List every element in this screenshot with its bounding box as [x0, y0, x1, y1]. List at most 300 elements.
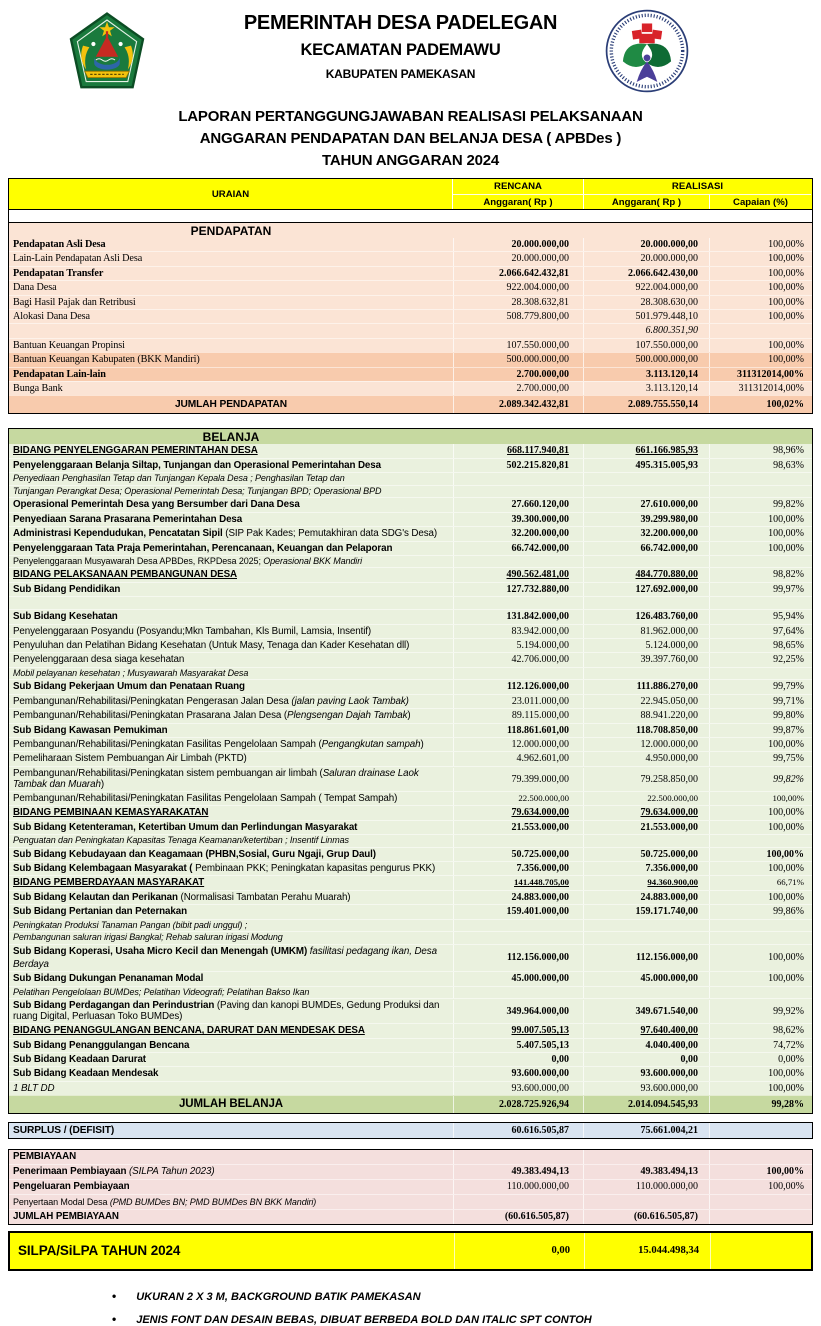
uraian-cell: Penyelenggaraan Belanja Siltap, Tunjangan dan Operasional Pemerintahan Desa: [13, 459, 381, 471]
realisasi-anggaran-cell: [583, 473, 709, 485]
realisasi-anggaran-cell: 661.166.985,93: [583, 444, 709, 457]
realisasi-anggaran-cell: 112.156.000,00: [583, 945, 709, 972]
rencana-anggaran-cell: 349.964.000,00: [453, 1000, 583, 1023]
silpa-section: [8, 1231, 813, 1271]
table-row: [9, 766, 812, 791]
table-row: [9, 723, 812, 737]
table-row: [9, 638, 812, 652]
uraian-cell: 1 BLT DD: [13, 1082, 55, 1094]
rencana-anggaran-cell: [453, 668, 583, 680]
table-row: [9, 458, 812, 472]
capaian-cell: 97,64%: [709, 625, 811, 638]
table-row: [9, 555, 812, 568]
rencana-anggaran-cell: 668.117.940,81: [453, 444, 583, 457]
uraian-cell: Sub Bidang Keadaan Mendesak: [13, 1068, 159, 1080]
realisasi-anggaran-cell: 93.600.000,00: [583, 1067, 709, 1080]
rencana-anggaran-cell: 508.779.800,00: [453, 310, 583, 323]
table-row: [9, 1038, 812, 1052]
capaian-cell: [710, 1233, 812, 1269]
capaian-cell: 100,00%: [709, 862, 811, 875]
realisasi-anggaran-cell: 111.886.270,00: [583, 680, 709, 693]
table-row: [9, 904, 812, 918]
realisasi-anggaran-cell: 4.950.000,00: [583, 752, 709, 765]
table-row: [9, 1209, 812, 1224]
realisasi-anggaran-cell: 79.634.000,00: [583, 806, 709, 819]
realisasi-anggaran-cell: 501.979.448,10: [583, 310, 709, 323]
realisasi-anggaran-cell: 39.397.760,00: [583, 653, 709, 666]
realisasi-anggaran-cell: 110.000.000,00: [583, 1180, 709, 1194]
uraian-cell: [9, 597, 453, 609]
col-header-rencana-anggaran: Anggaran( Rp ): [453, 194, 583, 209]
table-row: [9, 541, 812, 555]
realisasi-anggaran-cell: 24.883.000,00: [583, 891, 709, 904]
capaian-cell: [709, 932, 811, 944]
capaian-cell: 100,00%: [709, 513, 811, 526]
table-row: [9, 652, 812, 666]
realisasi-anggaran-cell: 28.308.630,00: [583, 296, 709, 309]
capaian-cell: [709, 1150, 811, 1164]
rencana-anggaran-cell: 27.660.120,00: [453, 498, 583, 511]
table-row: [9, 820, 812, 834]
rencana-anggaran-cell: 2.028.725.926,94: [453, 1096, 583, 1113]
realisasi-anggaran-cell: [583, 556, 709, 568]
realisasi-anggaran-cell: 2.066.642.430,00: [583, 267, 709, 280]
rencana-anggaran-cell: 79.399.000,00: [453, 768, 583, 791]
realisasi-anggaran-cell: 6.800.351,90: [583, 324, 709, 337]
table-row: [9, 1023, 812, 1037]
rencana-anggaran-cell: 20.000.000,00: [453, 238, 583, 251]
table-row: [9, 1123, 812, 1138]
table-row: [9, 526, 812, 540]
realisasi-anggaran-cell: 349.671.540,00: [583, 1000, 709, 1023]
rencana-anggaran-cell: 2.089.342.432,81: [453, 396, 583, 413]
table-row: [9, 1052, 812, 1066]
rencana-anggaran-cell: 112.126.000,00: [453, 680, 583, 693]
realisasi-anggaran-cell: 15.044.498,34: [584, 1233, 710, 1269]
realisasi-anggaran-cell: [583, 668, 709, 680]
footer-notes: [0, 1289, 821, 1326]
uraian-cell: Pendapatan Transfer: [13, 267, 104, 279]
uraian-cell: JUMLAH PEMBIAYAAN: [13, 1211, 119, 1223]
rencana-anggaran-cell: 21.553.000,00: [453, 821, 583, 834]
realisasi-anggaran-cell: 2.089.755.550,14: [583, 396, 709, 413]
realisasi-anggaran-cell: 495.315.005,93: [583, 459, 709, 472]
capaian-cell: 99,28%: [709, 1096, 811, 1113]
capaian-cell: 99,82%: [709, 498, 811, 511]
table-row: [9, 238, 812, 251]
realisasi-anggaran-cell: 66.742.000,00: [583, 542, 709, 555]
rencana-anggaran-cell: 2.700.000,00: [453, 382, 583, 395]
capaian-cell: 100,00%: [709, 1082, 811, 1095]
col-header-rencana: RENCANA: [494, 181, 542, 192]
pendapatan-section: [8, 222, 813, 414]
belanja-section: [8, 428, 813, 1114]
uraian-cell: Pendapatan Asli Desa: [13, 239, 106, 250]
rencana-anggaran-cell: [453, 920, 583, 932]
rencana-anggaran-cell: 2.700.000,00: [453, 368, 583, 381]
capaian-cell: 100,00%: [709, 792, 811, 805]
table-row: [9, 251, 812, 265]
uraian-cell: Dana Desa: [13, 282, 57, 294]
table-row: [10, 1233, 811, 1269]
table-row: [9, 737, 812, 751]
realisasi-anggaran-cell: 88.941.220,00: [583, 709, 709, 722]
uraian-cell: Penyelenggaraan Tata Praja Pemerintahan, Perencanaan, Keuangan dan Pelaporan: [13, 542, 393, 554]
table-row: [9, 266, 812, 280]
realisasi-anggaran-cell: 49.383.494,13: [583, 1165, 709, 1179]
capaian-cell: 100,00%: [709, 891, 811, 904]
rencana-anggaran-cell: 118.861.601,00: [453, 724, 583, 737]
uraian-cell: Sub Bidang Kesehatan: [13, 611, 118, 623]
rencana-anggaran-cell: 12.000.000,00: [453, 738, 583, 751]
uraian-cell: Sub Bidang Kawasan Pemukiman: [13, 724, 168, 736]
table-row: [9, 367, 812, 381]
uraian-cell: Bagi Hasil Pajak dan Retribusi: [13, 296, 136, 308]
realisasi-anggaran-cell: 79.258.850,00: [583, 768, 709, 791]
table-row: [9, 309, 812, 323]
realisasi-anggaran-cell: 81.962.000,00: [583, 625, 709, 638]
uraian-cell: Penyediaan Penghasilan Tetap dan Tunjangan Kepala Desa ; Penghasilan Tetap dan: [13, 473, 345, 484]
realisasi-anggaran-cell: [583, 932, 709, 944]
rencana-anggaran-cell: 131.842.000,00: [453, 610, 583, 623]
capaian-cell: 99,75%: [709, 752, 811, 765]
pamekasan-regency-seal-icon: [66, 12, 148, 92]
realisasi-anggaran-cell: 127.692.000,00: [583, 583, 709, 596]
realisasi-anggaran-cell: 500.000.000,00: [583, 353, 709, 366]
table-row: [9, 986, 812, 999]
table-row: [9, 919, 812, 932]
table-row: [9, 694, 812, 708]
uraian-cell: BIDANG PEMBERDAYAAN MASYARAKAT: [13, 877, 205, 889]
section-gap: [8, 1139, 813, 1149]
rencana-anggaran-cell: 112.156.000,00: [453, 945, 583, 972]
table-row: [9, 567, 812, 581]
letterhead-text: [170, 10, 631, 82]
rencana-anggaran-cell: 60.616.505,87: [453, 1123, 583, 1138]
col-header-uraian: URAIAN: [9, 179, 453, 209]
header-spacer: [8, 210, 813, 222]
rencana-anggaran-cell: 49.383.494,13: [453, 1165, 583, 1179]
col-header-realisasi: REALISASI: [583, 179, 811, 194]
uraian-cell: Lain-Lain Pendapatan Asli Desa: [13, 253, 143, 265]
capaian-cell: 92,25%: [709, 653, 811, 666]
table-row: [9, 971, 812, 985]
uraian-cell: Penyertaan Modal Desa (PMD BUMDes BN; PMD BUMDes BN BKK Mandiri): [13, 1197, 317, 1208]
uraian-cell: SURPLUS / (DEFISIT): [13, 1125, 115, 1137]
rencana-anggaran-cell: 99.007.505,13: [453, 1024, 583, 1037]
capaian-cell: 99,97%: [709, 583, 811, 596]
surplus-defisit-section: [8, 1122, 813, 1139]
uraian-cell: Sub Bidang Ketenteraman, Ketertiban Umum dan Perlindungan Masyarakat: [13, 821, 358, 833]
realisasi-anggaran-cell: 97.640.400,00: [583, 1024, 709, 1037]
table-row: [9, 931, 812, 944]
table-row: [9, 1194, 812, 1209]
realisasi-anggaran-cell: 21.553.000,00: [583, 821, 709, 834]
uraian-cell: Pelatihan Pengelolaan BUMDes; Pelatihan Videografi; Pelatihan Bakso Ikan: [13, 986, 310, 997]
capaian-cell: 100,00%: [709, 339, 811, 352]
table-row: [9, 381, 812, 395]
section-gap: [8, 1114, 813, 1122]
rencana-anggaran-cell: [453, 932, 583, 944]
uraian-cell: BIDANG PELAKSANAAN PEMBANGUNAN DESA: [13, 569, 238, 581]
uraian-cell: Penguatan dan Peningkatan Kapasitas Tenaga Keamanan/ketertiban ; Insentif Linmas: [13, 835, 349, 845]
capaian-cell: 100,02%: [709, 396, 811, 413]
footer-note: [112, 1289, 821, 1303]
col-header-realisasi-anggaran: Anggaran( Rp ): [583, 194, 709, 209]
rencana-anggaran-cell: 7.356.000,00: [453, 862, 583, 875]
rencana-anggaran-cell: 0,00: [454, 1233, 584, 1269]
uraian-cell: Pemeliharaan Sistem Pembuangan Air Limbah (PKTD): [13, 753, 247, 765]
capaian-cell: [709, 835, 811, 847]
rencana-anggaran-cell: 20.000.000,00: [453, 252, 583, 265]
realisasi-anggaran-cell: 45.000.000,00: [583, 972, 709, 985]
capaian-cell: [709, 1123, 811, 1138]
rencana-anggaran-cell: 5.407.505,13: [453, 1039, 583, 1052]
uraian-cell: Penyediaan Sarana Prasarana Pemerintahan Desa: [13, 513, 243, 525]
realisasi-anggaran-cell: 22.945.050,00: [583, 695, 709, 708]
rencana-anggaran-cell: 79.634.000,00: [453, 806, 583, 819]
capaian-cell: 100,00%: [709, 296, 811, 309]
capaian-cell: 100,00%: [709, 1067, 811, 1080]
rencana-anggaran-cell: 66.742.000,00: [453, 542, 583, 555]
capaian-cell: 98,63%: [709, 459, 811, 472]
uraian-cell: Bunga Bank: [13, 383, 63, 395]
uraian-cell: Sub Bidang Penanggulangan Bencana: [13, 1039, 190, 1051]
uraian-cell: Tunjangan Perangkat Desa; Operasional Pemerintah Desa; Tunjangan BPD; Operasional BPD: [13, 485, 382, 496]
realisasi-anggaran-cell: 75.661.004,21: [583, 1123, 709, 1138]
capaian-cell: [709, 473, 811, 485]
uraian-cell: Pembangunan/Rehabilitasi/Peningkatan sistem pembuangan air limbah (Saluran drainase Laok Tambak dan Muarah): [13, 767, 419, 790]
table-row: [9, 1081, 812, 1095]
uraian-cell: Sub Bidang Kelautan dan Perikanan (Normalisasi Tambatan Perahu Muarah): [13, 891, 351, 903]
uraian-cell: Bantuan Keuangan Propinsi: [13, 339, 125, 351]
uraian-cell: Penyelenggaraan Posyandu (Posyandu;Mkn Tambahan, Kls Bumil, Lamsia, Insentif): [13, 625, 372, 637]
table-row: [9, 338, 812, 352]
capaian-cell: [709, 920, 811, 932]
capaian-cell: 311312014,00%: [709, 368, 811, 381]
capaian-cell: [709, 668, 811, 680]
realisasi-anggaran-cell: 12.000.000,00: [583, 738, 709, 751]
realisasi-anggaran-cell: 27.610.000,00: [583, 498, 709, 511]
realisasi-anggaran-cell: 94.360.900,00: [583, 876, 709, 889]
rencana-anggaran-cell: [453, 324, 583, 337]
capaian-cell: [709, 987, 811, 999]
realisasi-anggaran-cell: [583, 920, 709, 932]
table-row: [9, 1066, 812, 1080]
rencana-anggaran-cell: 50.725.000,00: [453, 848, 583, 861]
rencana-anggaran-cell: 39.300.000,00: [453, 513, 583, 526]
letterhead: [0, 0, 821, 100]
uraian-cell: Pembangunan/Rehabilitasi/Peningkatan Fasilitas Pengelolaan Sampah ( Tempat Sampah): [13, 792, 398, 804]
table-row: [9, 395, 812, 413]
government-name: PEMERINTAH DESA PADELEGAN: [243, 12, 558, 34]
table-row: [9, 667, 812, 680]
capaian-cell: 99,71%: [709, 695, 811, 708]
table-row: [9, 582, 812, 596]
capaian-cell: 100,00%: [709, 821, 811, 834]
uraian-cell: Pembangunan/Rehabilitasi/Peningkatan Prasarana Jalan Desa (Plengsengan Dajah Tambak): [13, 710, 411, 722]
capaian-cell: 99,82%: [709, 768, 811, 791]
realisasi-anggaran-cell: 922.004.000,00: [583, 281, 709, 294]
col-header-capaian: Capaian (%): [709, 194, 811, 209]
footer-note: [112, 1312, 821, 1326]
table-row: [9, 944, 812, 972]
rencana-anggaran-cell: 502.215.820,81: [453, 459, 583, 472]
realisasi-anggaran-cell: 32.200.000,00: [583, 527, 709, 540]
uraian-cell: Sub Bidang Pertanian dan Peternakan: [13, 906, 187, 918]
realisasi-anggaran-cell: 3.113.120,14: [583, 382, 709, 395]
capaian-cell: 0,00%: [709, 1053, 811, 1066]
rencana-anggaran-cell: [453, 835, 583, 847]
uraian-cell: SILPA/SiLPA TAHUN 2024: [18, 1243, 181, 1259]
rencana-anggaran-cell: 93.600.000,00: [453, 1067, 583, 1080]
rencana-anggaran-cell: 93.600.000,00: [453, 1082, 583, 1095]
rencana-anggaran-cell: 32.200.000,00: [453, 527, 583, 540]
table-row: [9, 323, 812, 337]
realisasi-anggaran-cell: [583, 835, 709, 847]
realisasi-anggaran-cell: [583, 486, 709, 498]
capaian-cell: 74,72%: [709, 1039, 811, 1052]
uraian-cell: Mobil pelayanan kesehatan ; Musyawarah Masyarakat Desa: [13, 667, 249, 678]
capaian-cell: 100,00%: [709, 267, 811, 280]
bullet-icon: •: [112, 1289, 117, 1304]
table-row: [9, 295, 812, 309]
capaian-cell: 66,71%: [709, 876, 811, 889]
rencana-anggaran-cell: 0,00: [453, 1053, 583, 1066]
capaian-cell: [709, 597, 811, 609]
capaian-cell: [709, 1195, 811, 1209]
table-row: [9, 485, 812, 498]
uraian-cell: Pendapatan Lain-lain: [13, 368, 106, 380]
uraian-cell: Penyuluhan dan Pelatihan Bidang Kesehatan (Untuk Masy, Tenaga dan Kader Kesehatan dll): [13, 640, 410, 652]
rencana-anggaran-cell: 23.011.000,00: [453, 695, 583, 708]
realisasi-anggaran-cell: [583, 1195, 709, 1209]
capaian-cell: [709, 324, 811, 337]
capaian-cell: 99,86%: [709, 905, 811, 918]
rencana-anggaran-cell: [453, 1150, 583, 1164]
table-row: [9, 596, 812, 609]
table-row: [9, 624, 812, 638]
capaian-cell: 100,00%: [709, 527, 811, 540]
rencana-anggaran-cell: [453, 486, 583, 498]
capaian-cell: 100,00%: [709, 252, 811, 265]
realisasi-anggaran-cell: 107.550.000,00: [583, 339, 709, 352]
capaian-cell: 99,87%: [709, 724, 811, 737]
rencana-anggaran-cell: 83.942.000,00: [453, 625, 583, 638]
regency-name: KABUPATEN PAMEKASAN: [325, 67, 476, 81]
realisasi-anggaran-cell: 7.356.000,00: [583, 862, 709, 875]
uraian-cell: Peningkatan Produksi Tanaman Pangan (bibit padi unggul) ;: [13, 919, 248, 930]
capaian-cell: 95,94%: [709, 610, 811, 623]
table-row: [9, 1179, 812, 1194]
realisasi-anggaran-cell: [583, 987, 709, 999]
section-gap: [8, 414, 813, 428]
uraian-cell: Penyelenggaraan desa siaga kesehatan: [13, 654, 185, 666]
rencana-anggaran-cell: 89.115.000,00: [453, 709, 583, 722]
table-row: [9, 791, 812, 805]
table-row: [9, 805, 812, 819]
footer-note-text: JENIS FONT DAN DESAIN BEBAS, DIBUAT BERBEDA BOLD DAN ITALIC SPT CONTOH: [136, 1314, 592, 1326]
table-row: [9, 847, 812, 861]
realisasi-anggaran-cell: 159.171.740,00: [583, 905, 709, 918]
uraian-cell: Administrasi Kependudukan, Pencatatan Sipil (SIP Pak Kades; Pemutakhiran data SDG's Desa): [13, 528, 438, 540]
uraian-cell: [9, 324, 453, 337]
realisasi-anggaran-cell: 5.124.000,00: [583, 639, 709, 652]
capaian-cell: 98,82%: [709, 568, 811, 581]
capaian-cell: 99,92%: [709, 1000, 811, 1023]
bullet-icon: •: [112, 1312, 117, 1326]
table-row: [9, 472, 812, 485]
uraian-cell: BIDANG PENANGGULANGAN BENCANA, DARURAT DAN MENDESAK DESA: [13, 1025, 365, 1037]
table-row: [9, 1095, 812, 1113]
rencana-anggaran-cell: 107.550.000,00: [453, 339, 583, 352]
rencana-anggaran-cell: 5.194.000,00: [453, 639, 583, 652]
uraian-cell: PEMBIAYAAN: [13, 1151, 77, 1163]
table-row: [9, 861, 812, 875]
realisasi-anggaran-cell: 3.113.120,14: [583, 368, 709, 381]
uraian-cell: Sub Bidang Dukungan Penanaman Modal: [13, 973, 204, 985]
rencana-anggaran-cell: [453, 597, 583, 609]
uraian-cell: Sub Bidang Perdagangan dan Perindustrian (Paving dan kanopi BUMDEs, Gedung Produksi dan ruang Digital, Perluasan Toko BUMDes): [13, 1000, 440, 1023]
realisasi-anggaran-cell: 39.299.980,00: [583, 513, 709, 526]
report-table: [8, 178, 813, 1271]
uraian-cell: Operasional Pemerintah Desa yang Bersumber dari Dana Desa: [13, 499, 300, 511]
uraian-cell: BIDANG PEMBINAAN KEMASYARAKATAN: [13, 807, 209, 819]
uraian-cell: Sub Bidang Pekerjaan Umum dan Penataan Ruang: [13, 681, 245, 693]
rencana-anggaran-cell: 141.448.705,00: [453, 876, 583, 889]
title-line-3: TAHUN ANGGARAN 2024: [321, 152, 500, 169]
realisasi-anggaran-cell: 4.040.400,00: [583, 1039, 709, 1052]
rencana-anggaran-cell: [453, 987, 583, 999]
rencana-anggaran-cell: 22.500.000,00: [453, 792, 583, 805]
uraian-cell: BIDANG PENYELENGGARAN PEMERINTAHAN DESA: [13, 445, 258, 457]
capaian-cell: 100,00%: [709, 1165, 811, 1179]
uraian-cell: Sub Bidang Kelembagaan Masyarakat ( Pembinaan PKK; Peningkatan kapasitas pengurus PKK): [13, 862, 436, 874]
capaian-cell: 100,00%: [709, 238, 811, 251]
uraian-cell: Pembangunan saluran irigasi Bangkal; Rehab saluran irigasi Modung: [13, 932, 283, 943]
table-row: [9, 1164, 812, 1179]
capaian-cell: [709, 1210, 811, 1224]
capaian-cell: 98,62%: [709, 1024, 811, 1037]
realisasi-anggaran-cell: 50.725.000,00: [583, 848, 709, 861]
table-row: [9, 444, 812, 457]
rencana-anggaran-cell: 4.962.601,00: [453, 752, 583, 765]
table-row: [9, 708, 812, 722]
capaian-cell: 98,96%: [709, 444, 811, 457]
capaian-cell: 100,00%: [709, 848, 811, 861]
capaian-cell: 99,80%: [709, 709, 811, 722]
capaian-cell: 100,00%: [709, 806, 811, 819]
capaian-cell: 100,00%: [709, 738, 811, 751]
uraian-cell: Sub Bidang Kebudayaan dan Keagamaan (PHBN,Sosial, Guru Ngaji, Grup Daul): [13, 848, 376, 860]
table-row: [9, 751, 812, 765]
pembiayaan-section: [8, 1149, 813, 1225]
table-row: [9, 679, 812, 693]
table-row: [9, 834, 812, 847]
capaian-cell: 311312014,00%: [709, 382, 811, 395]
table-row: [9, 609, 812, 623]
realisasi-anggaran-cell: 126.483.760,00: [583, 610, 709, 623]
table-header: [8, 178, 813, 210]
realisasi-anggaran-cell: 20.000.000,00: [583, 252, 709, 265]
capaian-cell: 100,00%: [709, 281, 811, 294]
rencana-anggaran-cell: 110.000.000,00: [453, 1180, 583, 1194]
uraian-cell: Sub Bidang Keadaan Darurat: [13, 1054, 146, 1066]
realisasi-anggaran-cell: 20.000.000,00: [583, 238, 709, 251]
rencana-anggaran-cell: 2.066.642.432,81: [453, 267, 583, 280]
rencana-anggaran-cell: 127.732.880,00: [453, 583, 583, 596]
realisasi-anggaran-cell: [583, 597, 709, 609]
